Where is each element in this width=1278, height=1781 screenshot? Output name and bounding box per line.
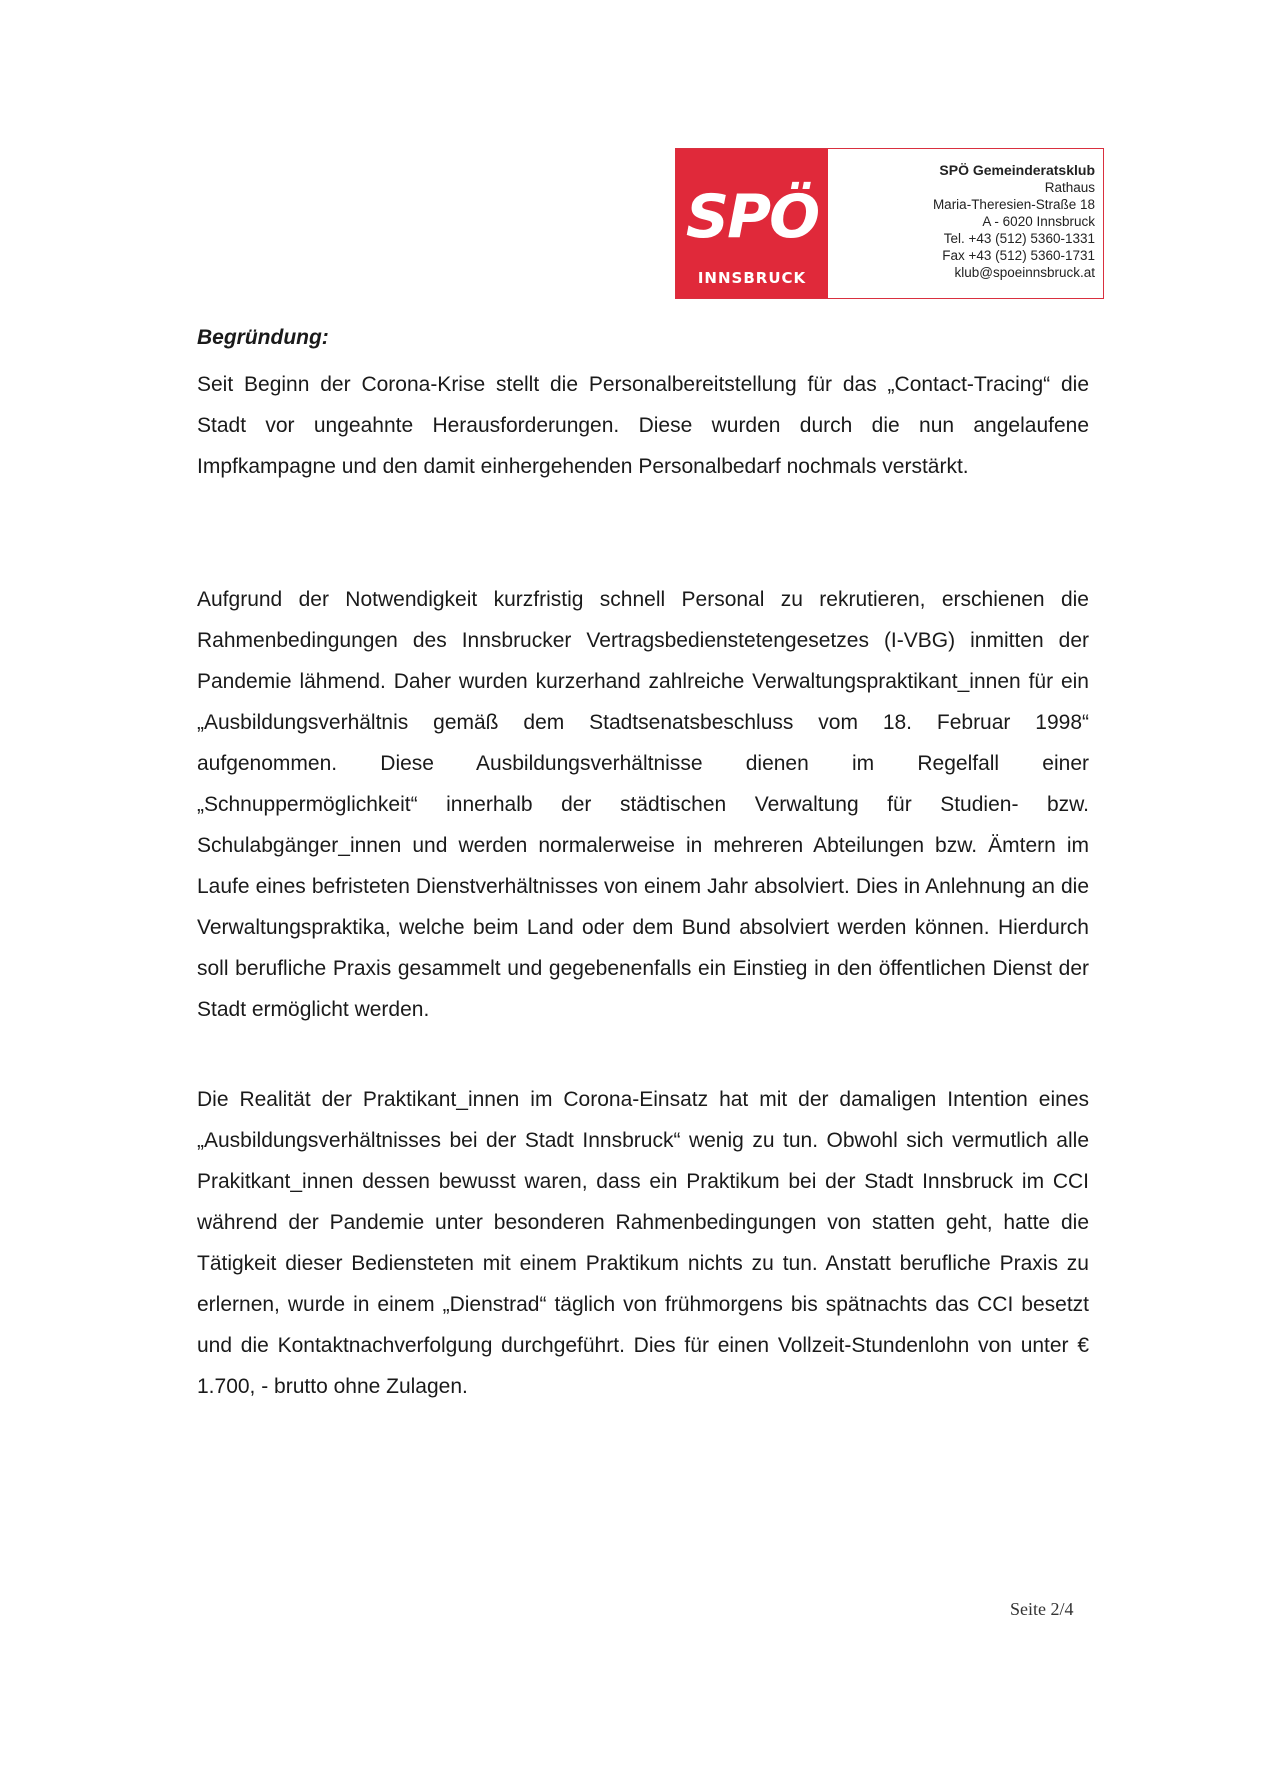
paragraph-2: Aufgrund der Notwendigkeit kurzfristig schnell Personal zu rekrutieren, erschienen die Rahmenbedingungen des Innsbrucker Vertragsbedienstetengesetzes (I-VBG) inmitten der Pandemie lähmend. Daher wurden kurzerhand zahlreiche Verwaltungspraktikant_innen für ein „Ausbildungsverhältnis gemäß dem Stadtsenatsbeschluss vom 18. Februar 1998“ aufgenommen. Diese Ausbildungsverhältnisse dienen im Regelfall einer „Schnuppermöglichkeit“ innerhalb der städtischen Verwaltung für Studien- bzw. Schulabgänger_innen und werden normalerweise in mehreren Abteilungen bzw. Ämtern im Laufe eines befristeten Dienstverhältnisses von einem Jahr absolviert. Dies in Anlehnung an die Verwaltungspraktika, welche beim Land oder dem Bund absolviert werden können. Hierdurch soll berufliche Praxis gesammelt und gegebenenfalls ein Einstieg in den öffentlichen Dienst der Stadt ermöglicht werden.: [197, 588, 1089, 1021]
contact-block: [828, 149, 1103, 298]
city-address: A - 6020 Innsbruck: [982, 214, 1095, 229]
logo-wordmark: SPÖ: [685, 182, 819, 252]
paragraph-1: Seit Beginn der Corona-Krise stellt die Personalbereitstellung für das „Contact-Tracing“ die Stadt vor ungeahnte Herausforderungen. Diese wurden durch die nun angelaufene Impfkampagne und den damit einhergehenden Personalbedarf nochmals verstärkt.: [197, 373, 1089, 478]
club-name: SPÖ Gemeinderatsklub: [939, 162, 1095, 178]
section-heading: Begründung:: [197, 326, 329, 349]
phone: Tel. +43 (512) 5360-1331: [943, 231, 1095, 246]
email: klub@spoeinnsbruck.at: [954, 265, 1095, 280]
page-number: Seite 2/4: [1010, 1599, 1074, 1619]
street-address: Maria-Theresien-Straße 18: [932, 197, 1095, 212]
spoe-logo: [676, 149, 828, 298]
logo-city: INNSBRUCK: [697, 269, 807, 287]
fax: Fax +43 (512) 5360-1731: [942, 248, 1095, 263]
paragraph-3: Die Realität der Praktikant_innen im Corona-Einsatz hat mit der damaligen Intention eines „Ausbildungsverhältnisses bei der Stadt Innsbruck“ wenig zu tun. Obwohl sich vermutlich alle Prakitkant_innen dessen bewusst waren, dass ein Praktikum bei der Stadt Innsbruck im CCI während der Pandemie unter besonderen Rahmenbedingungen von statten geht, hatte die Tätigkeit dieser Bediensteten mit einem Praktikum nichts zu tun. Anstatt berufliche Praxis zu erlernen, wurde in einem „Dienstrad“ täglich von frühmorgens bis spätnachts das CCI besetzt und die Kontaktnachverfolgung durchgeführt. Dies für einen Vollzeit-Stundenlohn von unter € 1.700, - brutto ohne Zulagen.: [197, 1088, 1089, 1398]
building: Rathaus: [1044, 180, 1095, 195]
letterhead: [675, 148, 1104, 299]
